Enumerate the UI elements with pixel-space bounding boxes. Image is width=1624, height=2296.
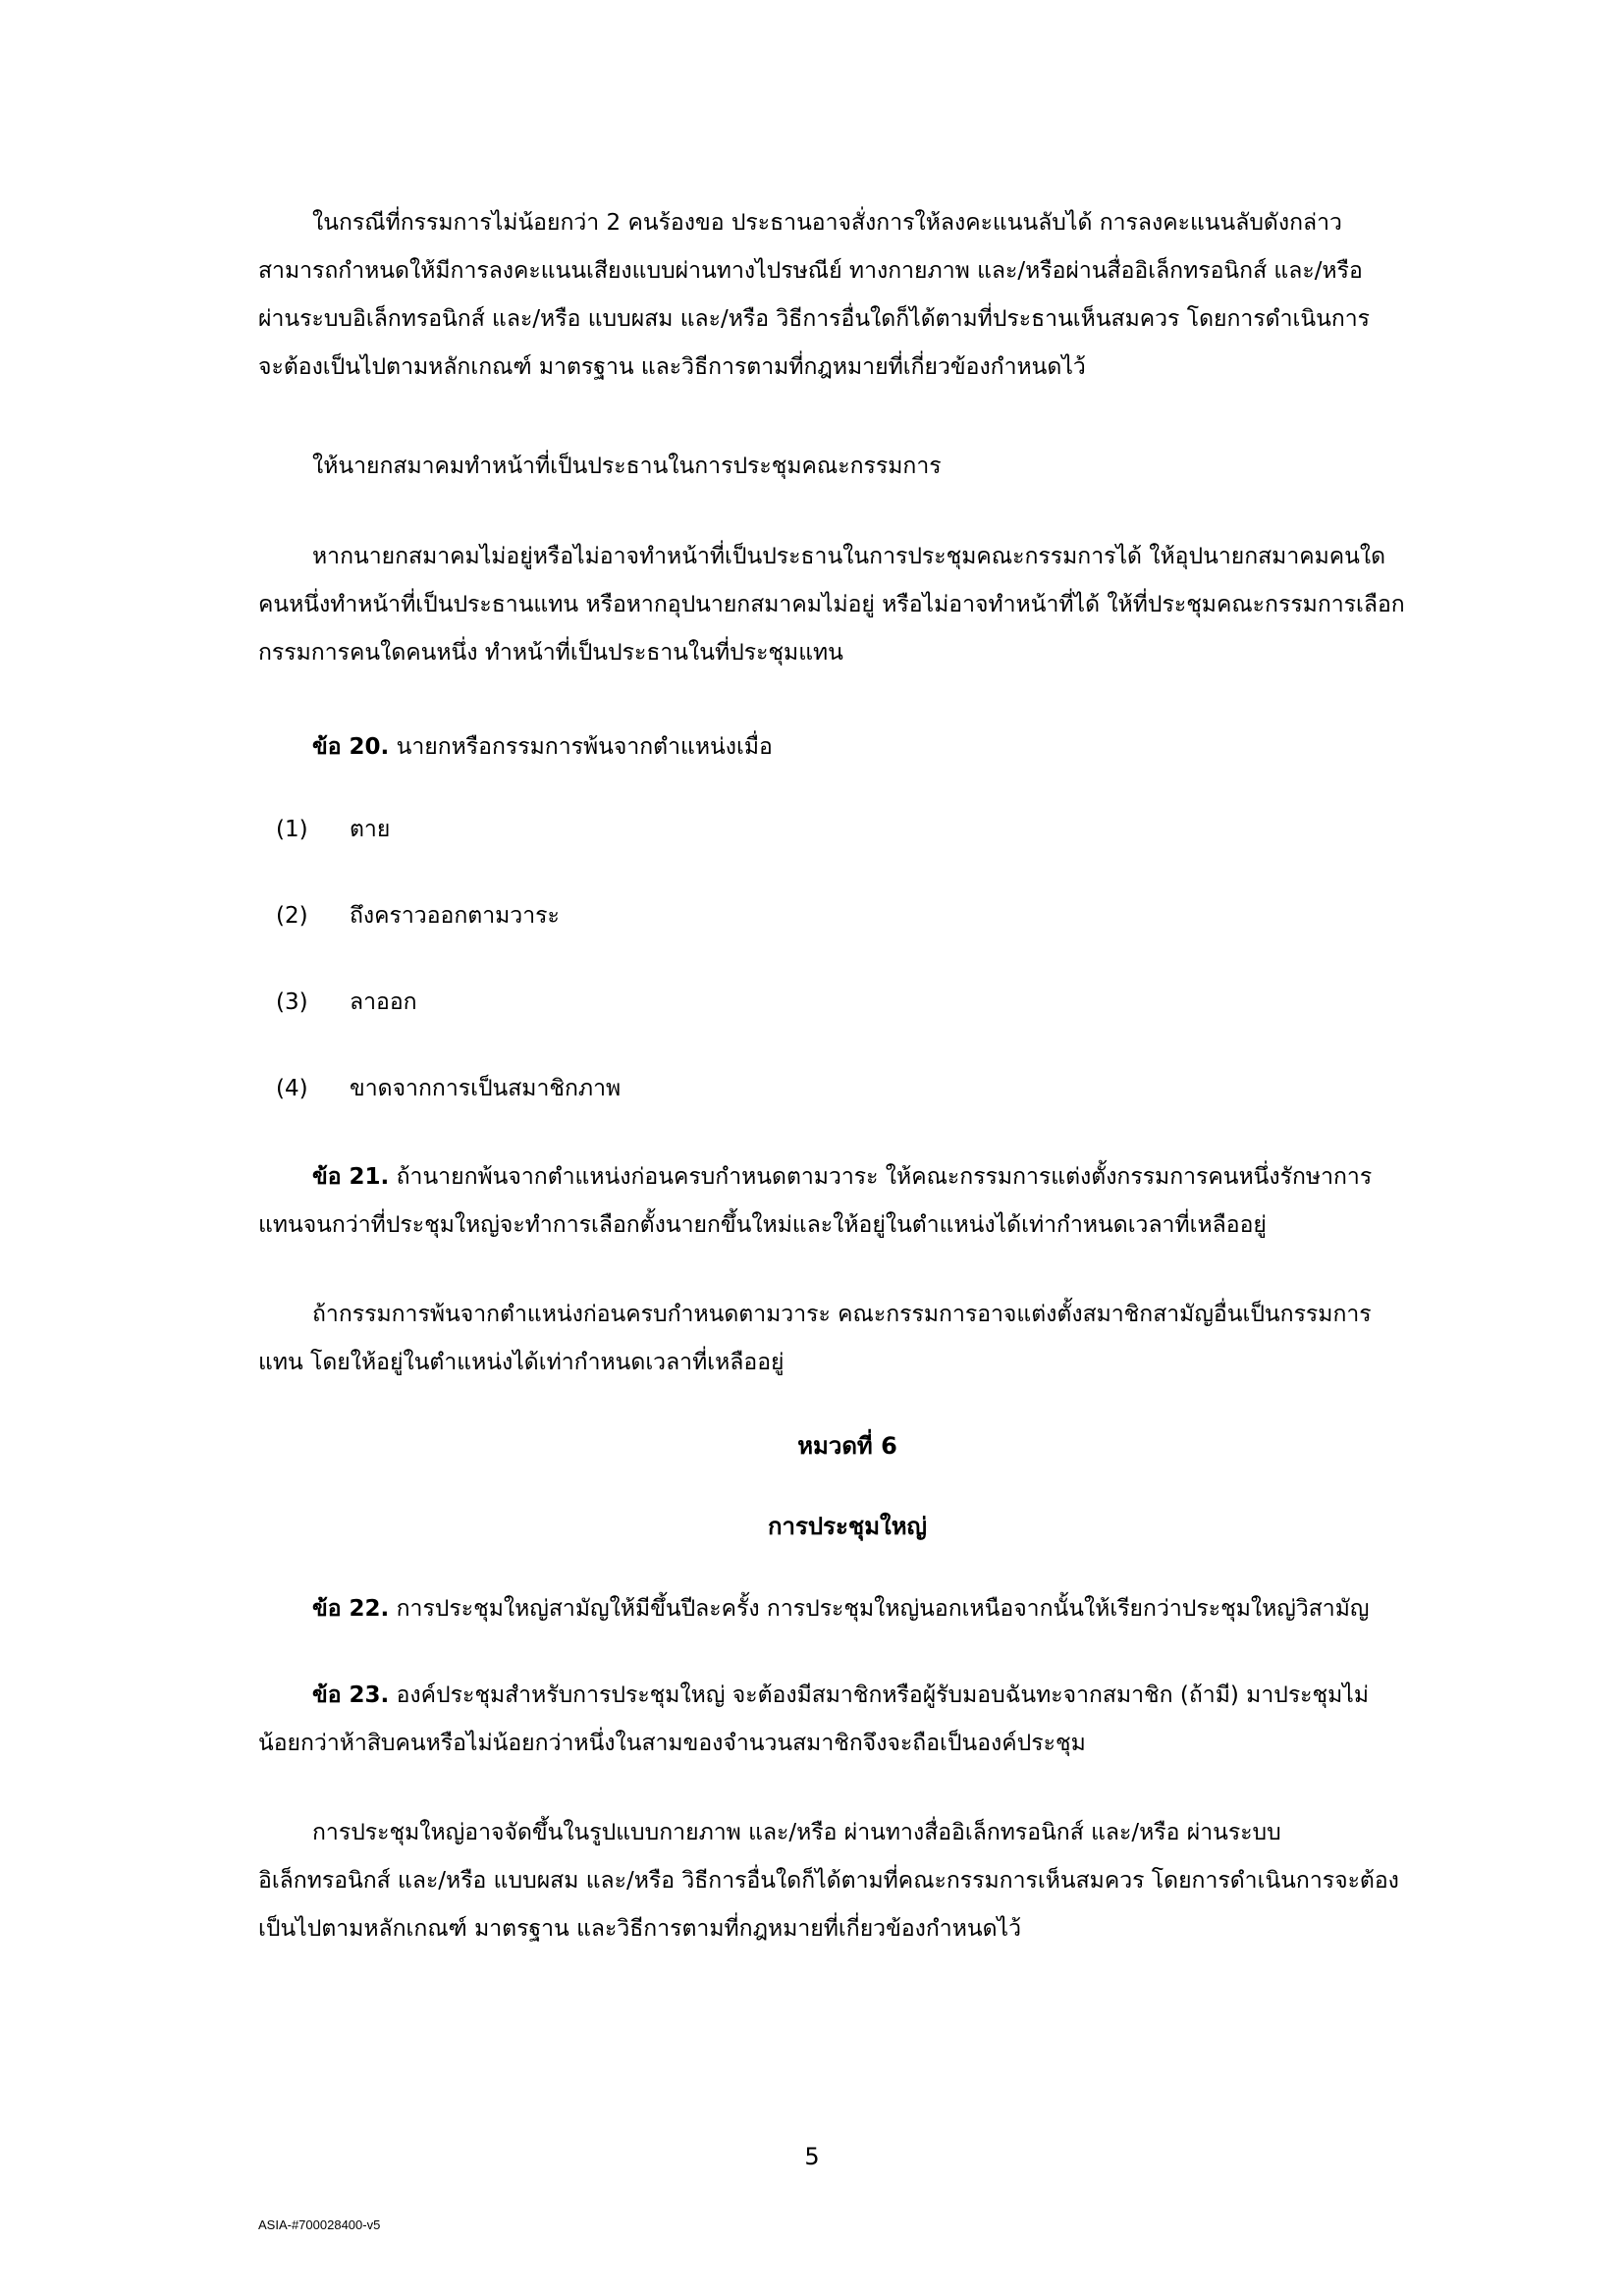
paragraph-committee-vacancy bbox=[258, 1291, 1436, 1387]
clause-text: นายกหรือกรรมการพ้นจากตำแหน่งเมื่อ bbox=[389, 734, 773, 760]
paragraph-line: การประชุมใหญ่อาจจัดขึ้นในรูปแบบกายภาพ และ/หรือ ผ่านทางสื่ออิเล็กทรอนิกส์ และ/หรือ ผ่านระบบ bbox=[312, 1820, 1281, 1845]
chapter-title: การประชุมใหญ่ bbox=[767, 1513, 927, 1540]
paragraph-line: สามารถกำหนดให้มีการลงคะแนนเสียงแบบผ่านทางไปรษณีย์ ทางกายภาพ และ/หรือผ่านสื่ออิเล็กทรอนิกส์ และ/หรือ bbox=[258, 258, 1363, 284]
clause-22 bbox=[258, 1585, 1436, 1633]
paragraph-line: ในกรณีที่กรรมการไม่น้อยกว่า 2 คนร้องขอ ประธานอาจสั่งการให้ลงคะแนนลับได้ การลงคะแนนลับดังกล่าว bbox=[312, 210, 1342, 236]
paragraph-line: ให้นายกสมาคมทำหน้าที่เป็นประธานในการประชุมคณะกรรมการ bbox=[312, 454, 942, 479]
clause-label: ข้อ 21. bbox=[312, 1164, 390, 1190]
paragraph-line: หากนายกสมาคมไม่อยู่หรือไม่อาจทำหน้าที่เป็นประธานในการประชุมคณะกรรมการได้ ให้อุปนายกสมาคมคนใด bbox=[312, 544, 1386, 569]
list-item bbox=[276, 983, 417, 1022]
clause-label: ข้อ 20. bbox=[312, 734, 390, 760]
list-item-text: ลาออก bbox=[350, 989, 417, 1015]
clause-23 bbox=[258, 1672, 1436, 1768]
paragraph-meeting-format bbox=[258, 1809, 1436, 1953]
paragraph-vice-chairman bbox=[258, 533, 1436, 677]
list-item-text: ถึงคราวออกตามวาระ bbox=[350, 903, 560, 929]
clause-20 bbox=[258, 723, 1436, 772]
paragraph-line: เป็นไปตามหลักเกณฑ์ มาตรฐาน และวิธีการตามที่กฎหมายที่เกี่ยวข้องกำหนดไว้ bbox=[258, 1916, 1022, 1942]
list-item-text: ขาดจากการเป็นสมาชิกภาพ bbox=[350, 1076, 622, 1101]
paragraph-line: จะต้องเป็นไปตามหลักเกณฑ์ มาตรฐาน และวิธีการตามที่กฎหมายที่เกี่ยวข้องกำหนดไว้ bbox=[258, 354, 1086, 380]
clause-text: การประชุมใหญ่สามัญให้มีขึ้นปีละครั้ง การประชุมใหญ่นอกเหนือจากนั้นให้เรียกว่าประชุมใหญ่วิสามัญ bbox=[389, 1596, 1370, 1622]
chapter-number: หมวดที่ 6 bbox=[797, 1432, 897, 1460]
list-item-text: ตาย bbox=[350, 817, 391, 842]
clause-21 bbox=[258, 1153, 1436, 1250]
list-item bbox=[276, 1069, 621, 1108]
paragraph-line: กรรมการคนใดคนหนึ่ง ทำหน้าที่เป็นประธานในที่ประชุมแทน bbox=[258, 640, 843, 666]
paragraph-secret-ballot bbox=[258, 199, 1436, 392]
page-number: 5 bbox=[804, 2143, 820, 2170]
clause-20-line bbox=[258, 723, 1436, 772]
paragraph-chairman bbox=[258, 443, 1436, 491]
list-item bbox=[276, 896, 560, 935]
list-item-number: (3) bbox=[276, 989, 308, 1015]
paragraph-line: น้อยกว่าห้าสิบคนหรือไม่น้อยกว่าหนึ่งในสามของจำนวนสมาชิกจึงจะถือเป็นองค์ประชุม bbox=[258, 1731, 1086, 1756]
paragraph-line: อิเล็กทรอนิกส์ และ/หรือ แบบผสม และ/หรือ วิธีการอื่นใดก็ได้ตามที่คณะกรรมการเห็นสมควร โดยการดำเนินการจะต้อง bbox=[258, 1868, 1399, 1894]
document-reference: ASIA-#700028400-v5 bbox=[258, 2217, 381, 2232]
paragraph-line: ผ่านระบบอิเล็กทรอนิกส์ และ/หรือ แบบผสม และ/หรือ วิธีการอื่นใดก็ได้ตามที่ประธานเห็นสมควร โดยการดำเนินการ bbox=[258, 306, 1371, 332]
paragraph-line: ถ้ากรรมการพ้นจากตำแหน่งก่อนครบกำหนดตามวาระ คณะกรรมการอาจแต่งตั้งสมาชิกสามัญอื่นเป็นกรรมการ bbox=[312, 1302, 1372, 1327]
clause-21-line bbox=[258, 1153, 1436, 1201]
list-item-number: (2) bbox=[276, 903, 308, 929]
clause-label: ข้อ 23. bbox=[312, 1682, 390, 1708]
paragraph-line: แทน โดยให้อยู่ในตำแหน่งได้เท่ากำหนดเวลาที่เหลืออยู่ bbox=[258, 1350, 785, 1375]
list-item bbox=[276, 810, 390, 849]
paragraph-line: คนหนึ่งทำหน้าที่เป็นประธานแทน หรือหากอุปนายกสมาคมไม่อยู่ หรือไม่อาจทำหน้าที่ได้ ให้ที่ประชุมคณะกรรมการเลือก bbox=[258, 592, 1405, 617]
clause-text: ถ้านายกพ้นจากตำแหน่งก่อนครบกำหนดตามวาระ ให้คณะกรรมการแต่งตั้งกรรมการคนหนึ่งรักษาการ bbox=[389, 1164, 1373, 1190]
clause-text: องค์ประชุมสำหรับการประชุมใหญ่ จะต้องมีสมาชิกหรือผู้รับมอบฉันทะจากสมาชิก (ถ้ามี) มาประชุมไม่ bbox=[389, 1682, 1370, 1708]
clause-22-line bbox=[258, 1585, 1436, 1633]
clause-23-line bbox=[258, 1672, 1436, 1720]
paragraph-line: แทนจนกว่าที่ประชุมใหญ่จะทำการเลือกตั้งนายกขึ้นใหม่และให้อยู่ในตำแหน่งได้เท่ากำหนดเวลาที่เหลืออยู่ bbox=[258, 1212, 1267, 1238]
list-item-number: (4) bbox=[276, 1076, 308, 1101]
clause-label: ข้อ 22. bbox=[312, 1596, 390, 1622]
list-item-number: (1) bbox=[276, 817, 308, 842]
